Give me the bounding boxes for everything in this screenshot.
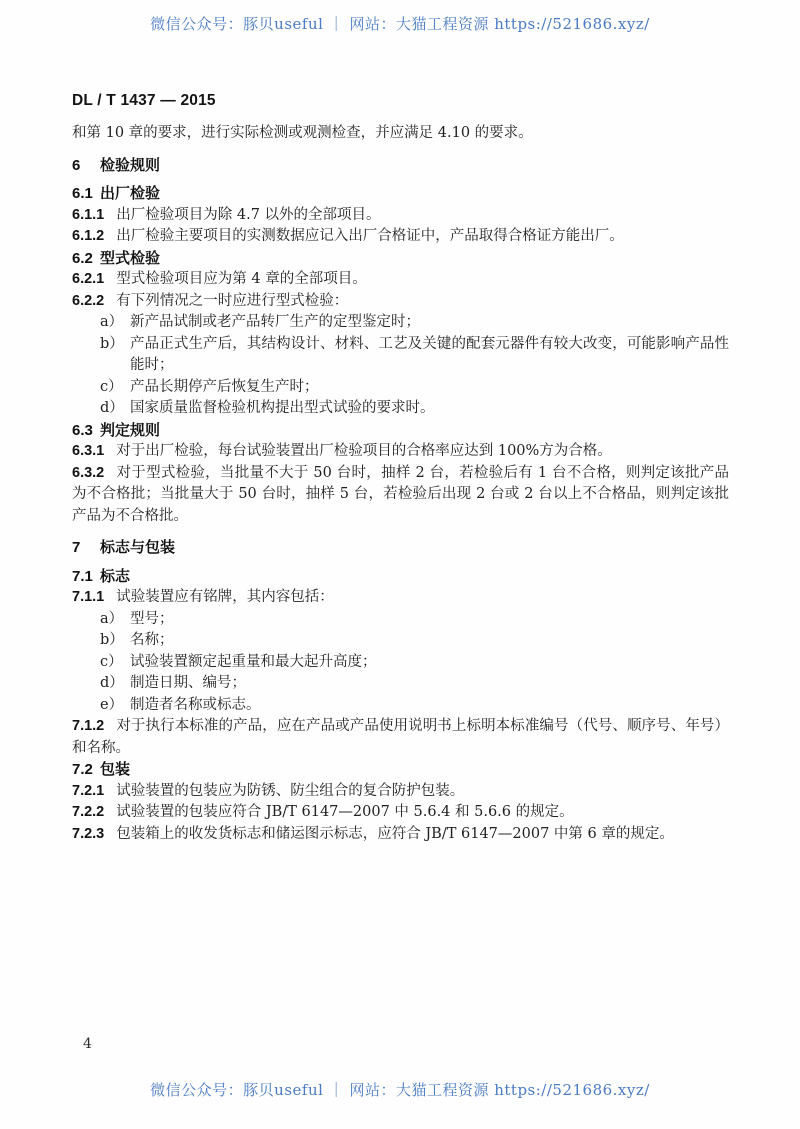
heading-number: 6.3 bbox=[72, 421, 93, 439]
clause-text: 试验装置应有铭牌，其内容包括： bbox=[116, 589, 334, 605]
list-item-text: 制造者名称或标志。 bbox=[130, 696, 261, 713]
list-item-a bbox=[72, 312, 729, 334]
list-item-label: e） bbox=[100, 696, 124, 713]
standard-number: DL / T 1437 — 2015 bbox=[72, 92, 216, 109]
clause-number: 6.1.2 bbox=[72, 228, 105, 244]
clause-text: 型式检验项目应为第 4 章的全部项目。 bbox=[116, 271, 367, 287]
subsection-heading-7.1 bbox=[72, 566, 729, 588]
subsection-heading-7.2 bbox=[72, 759, 729, 781]
list-item-label: b） bbox=[100, 632, 124, 648]
list-item-b bbox=[72, 334, 729, 377]
heading-title: 标志与包装 bbox=[100, 539, 176, 556]
section-heading-6 bbox=[72, 155, 729, 177]
clause-number: 7.2.1 bbox=[72, 782, 105, 799]
clause-text: 出厂检验主要项目的实测数据应记入出厂合格证中，产品取得合格证方能出厂。 bbox=[116, 228, 624, 244]
list-item-text: 制造日期、编号； bbox=[130, 675, 246, 691]
clause-text: 试验装置的包装应为防锈、防尘组合的复合防护包装。 bbox=[116, 782, 465, 799]
section-heading-7 bbox=[72, 537, 729, 559]
heading-number: 7.1 bbox=[72, 567, 93, 585]
heading-title: 出厂检验 bbox=[100, 185, 161, 202]
clause-number: 7.2.3 bbox=[72, 825, 105, 842]
list-item-d bbox=[72, 398, 729, 420]
clause-6.3.2 bbox=[72, 463, 729, 528]
list-item-label: d） bbox=[100, 675, 124, 691]
clause-number: 6.2.1 bbox=[72, 271, 105, 287]
watermark-footer: 微信公众号：豚贝useful ｜ 网站：大猫工程资源 https://521686.xyz/ bbox=[150, 1081, 650, 1099]
list-item-label: a） bbox=[100, 314, 124, 330]
clause-6.2.1 bbox=[72, 269, 729, 291]
heading-title: 包装 bbox=[100, 761, 131, 778]
clause-number: 6.3.2 bbox=[72, 464, 105, 481]
list-item-text: 型号； bbox=[130, 610, 174, 627]
list-item-e bbox=[72, 695, 729, 717]
list-item-text: 名称； bbox=[130, 632, 174, 648]
watermark-header: 微信公众号：豚贝useful ｜ 网站：大猫工程资源 https://521686.xyz/ bbox=[150, 15, 650, 33]
clause-6.1.2 bbox=[72, 226, 729, 248]
list-item-label: d） bbox=[100, 400, 124, 416]
clause-number: 6.2.2 bbox=[72, 292, 105, 309]
clause-6.2.2 bbox=[72, 291, 729, 313]
clause-text: 出厂检验项目为除 4.7 以外的全部项目。 bbox=[116, 206, 381, 223]
subsection-heading-6.1 bbox=[72, 183, 729, 205]
heading-number: 7.2 bbox=[72, 761, 93, 778]
clause-number: 7.2.2 bbox=[72, 804, 105, 820]
list-item-label: a） bbox=[100, 610, 124, 627]
document-body bbox=[72, 123, 729, 845]
heading-title: 标志 bbox=[100, 567, 131, 585]
list-item-c bbox=[72, 652, 729, 674]
body-paragraph: 和第 10 章的要求，进行实际检测或观测检查，并应满足 4.10 的要求。 bbox=[72, 125, 533, 141]
clause-7.2.3 bbox=[72, 824, 729, 846]
page-number: 4 bbox=[83, 1036, 92, 1052]
list-item-a bbox=[72, 609, 729, 631]
heading-number: 6 bbox=[72, 156, 81, 174]
list-item-d bbox=[72, 673, 729, 695]
heading-number: 6.2 bbox=[72, 249, 93, 267]
heading-title: 型式检验 bbox=[100, 249, 161, 267]
list-item-text: 产品长期停产后恢复生产时； bbox=[130, 378, 319, 395]
clause-7.1.1 bbox=[72, 587, 729, 609]
heading-title: 判定规则 bbox=[100, 421, 161, 439]
heading-title: 检验规则 bbox=[100, 156, 161, 174]
clause-number: 7.1.1 bbox=[72, 589, 105, 605]
clause-text: 有下列情况之一时应进行型式检验： bbox=[116, 292, 349, 309]
clause-number: 6.1.1 bbox=[72, 206, 105, 223]
clause-6.3.1 bbox=[72, 441, 729, 463]
clause-text: 试验装置的包装应符合 JB/T 6147—2007 中 5.6.4 和 5.6.6 的规定。 bbox=[116, 804, 574, 820]
list-item-label: b） bbox=[100, 335, 124, 352]
clause-text: 对于型式检验，当批量不大于 50 台时，抽样 2 台，若检验后有 1 台不合格，则判定该批产品为不合格批；当批量大于 50 台时，抽样 5 台，若检验后出现 2 台或 2 台以上不合格品，则判定该批产品为不合格批。 bbox=[72, 464, 729, 524]
heading-number: 6.1 bbox=[72, 185, 93, 202]
list-item-text: 国家质量监督检验机构提出型式试验的要求时。 bbox=[130, 400, 435, 416]
list-item-text: 产品正式生产后，其结构设计、材料、工艺及关键的配套元器件有较大改变，可能影响产品性能时； bbox=[130, 335, 729, 373]
clause-text: 包装箱上的收发货标志和储运图示标志，应符合 JB/T 6147—2007 中第 6 章的规定。 bbox=[116, 825, 674, 842]
list-item-label: c） bbox=[100, 653, 123, 670]
list-item-text: 新产品试制或老产品转厂生产的定型鉴定时； bbox=[130, 314, 420, 330]
list-item-text: 试验装置额定起重量和最大起升高度； bbox=[130, 653, 377, 670]
heading-number: 7 bbox=[72, 539, 81, 556]
clause-7.2.2 bbox=[72, 802, 729, 824]
subsection-heading-6.2 bbox=[72, 248, 729, 270]
list-item-b bbox=[72, 630, 729, 652]
clause-text: 对于出厂检验，每台试验装置出厂检验项目的合格率应达到 100%方为合格。 bbox=[116, 443, 612, 459]
subsection-heading-6.3 bbox=[72, 420, 729, 442]
list-item-label: c） bbox=[100, 378, 123, 395]
clause-7.1.2 bbox=[72, 716, 729, 759]
clause-number: 6.3.1 bbox=[72, 443, 105, 459]
clause-7.2.1 bbox=[72, 781, 729, 803]
clause-6.1.1 bbox=[72, 205, 729, 227]
clause-text: 对于执行本标准的产品，应在产品或产品使用说明书上标明本标准编号（代号、顺序号、年号）和名称。 bbox=[72, 718, 729, 756]
clause-number: 7.1.2 bbox=[72, 718, 105, 734]
list-item-c bbox=[72, 377, 729, 399]
